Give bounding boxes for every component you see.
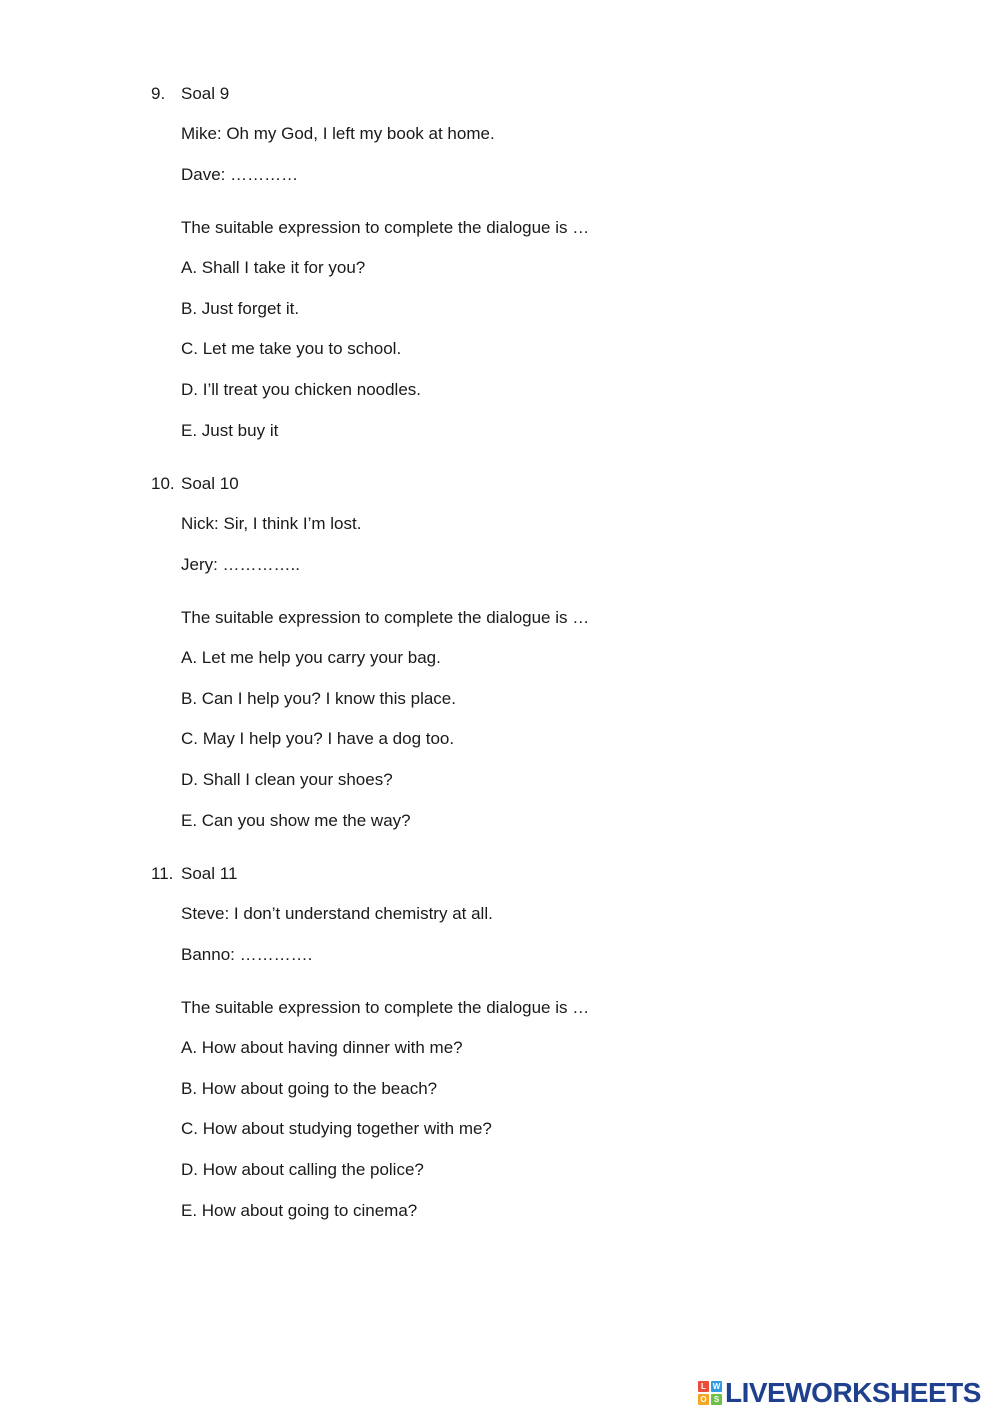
logo-letter: L — [698, 1381, 709, 1392]
question-prompt: The suitable expression to complete the dialogue is … — [181, 998, 590, 1017]
option-b[interactable]: B. Can I help you? I know this place. — [181, 689, 456, 708]
option-a[interactable]: A. How about having dinner with me? — [181, 1038, 463, 1057]
option-c[interactable]: C. May I help you? I have a dog too. — [181, 729, 455, 748]
option-a[interactable]: A. Let me help you carry your bag. — [181, 648, 441, 667]
question-title: Soal 11 — [181, 864, 238, 883]
logo-mark-icon — [698, 1381, 722, 1405]
question-title: Soal 9 — [181, 84, 230, 103]
question-prompt: The suitable expression to complete the dialogue is … — [181, 608, 590, 627]
logo-letter: S — [711, 1394, 722, 1405]
option-d[interactable]: D. I’ll treat you chicken noodles. — [181, 380, 422, 399]
option-b[interactable]: B. Just forget it. — [181, 299, 300, 318]
question-prompt: The suitable expression to complete the dialogue is … — [181, 218, 590, 237]
liveworksheets-logo — [698, 1378, 981, 1408]
dialogue-line: Steve: I don’t understand chemistry at all. — [181, 904, 493, 923]
option-e[interactable]: E. Just buy it — [181, 421, 279, 440]
dialogue-line: Banno: …………. — [181, 945, 313, 964]
question-number: 9. — [151, 84, 166, 103]
dialogue-line: Nick: Sir, I think I’m lost. — [181, 514, 362, 533]
dialogue-line: Dave: ………… — [181, 165, 299, 184]
logo-letter: W — [712, 1382, 721, 1391]
option-e[interactable]: E. How about going to cinema? — [181, 1201, 418, 1220]
question-number: 10. — [151, 474, 175, 493]
brand-name: LIVEWORKSHEETS — [725, 1377, 981, 1408]
option-d[interactable]: D. Shall I clean your shoes? — [181, 770, 393, 789]
dialogue-line: Jery: ………….. — [181, 555, 301, 574]
option-c[interactable]: C. Let me take you to school. — [181, 339, 402, 358]
option-e[interactable]: E. Can you show me the way? — [181, 811, 411, 830]
option-a[interactable]: A. Shall I take it for you? — [181, 258, 366, 277]
dialogue-line: Mike: Oh my God, I left my book at home. — [181, 124, 495, 143]
option-d[interactable]: D. How about calling the police? — [181, 1160, 424, 1179]
option-c[interactable]: C. How about studying together with me? — [181, 1119, 492, 1138]
question-number: 11. — [151, 864, 174, 883]
option-b[interactable]: B. How about going to the beach? — [181, 1079, 438, 1098]
question-title: Soal 10 — [181, 474, 239, 493]
logo-letter: O — [698, 1394, 709, 1405]
